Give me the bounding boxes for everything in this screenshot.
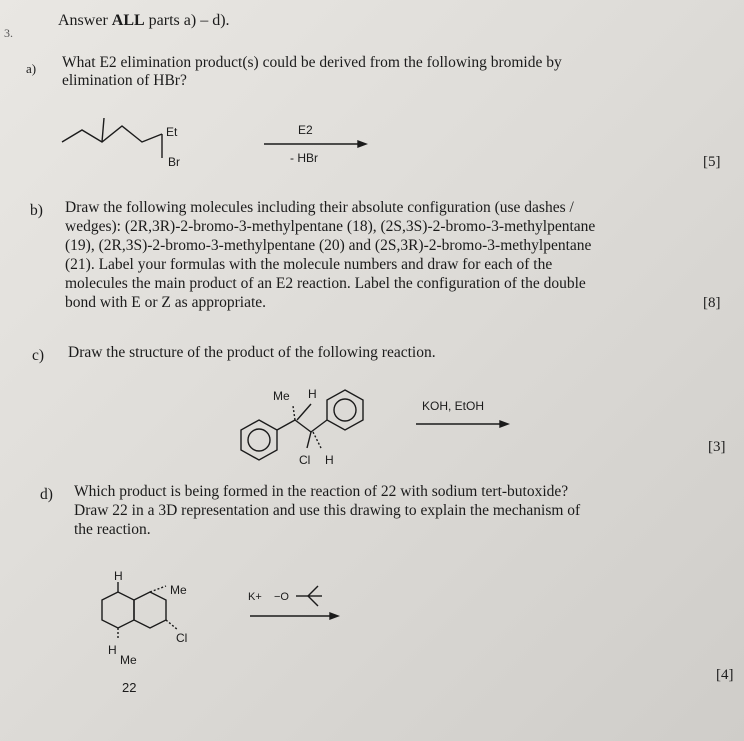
part-a-marks: [5] bbox=[703, 154, 721, 170]
e2-arrow-bottom-label: - HBr bbox=[290, 151, 318, 165]
header-prefix: Answer bbox=[58, 12, 112, 29]
part-b-line-3: (19), (2R,3S)-2-bromo-3-methylpentane (20) and (2S,3R)-2-bromo-3-methylpentane bbox=[65, 237, 592, 254]
part-c-label: c) bbox=[32, 347, 45, 364]
part-a-line-1: What E2 elimination product(s) could be derived from the following bromide by bbox=[62, 54, 562, 71]
question-number: 3. bbox=[4, 26, 13, 40]
header-bold: ALL bbox=[111, 12, 145, 29]
part-d-line-3: the reaction. bbox=[74, 521, 151, 538]
part-b-marks: [8] bbox=[703, 295, 721, 311]
part-d-line-2: Draw 22 in a 3D representation and use this drawing to explain the mechanism of bbox=[74, 502, 581, 519]
instructions-header bbox=[58, 12, 230, 30]
struct-d-h-bottom-label: H bbox=[108, 643, 117, 657]
compound-22-number: 22 bbox=[122, 680, 137, 695]
part-a-label: a) bbox=[26, 61, 37, 76]
compound-22-structure bbox=[84, 569, 214, 695]
bromide-structure bbox=[60, 110, 200, 180]
ring-left bbox=[102, 592, 134, 628]
part-b-line-2: wedges): (2R,3R)-2-bromo-3-methylpentane (18), (2S,3S)-2-bromo-3-methylpentane bbox=[65, 218, 596, 235]
e2-arrow bbox=[258, 120, 368, 170]
part-d-marks: [4] bbox=[716, 667, 734, 683]
part-b-line-6: bond with E or Z as appropriate. bbox=[65, 294, 267, 311]
struct-c-h-bottom-label: H bbox=[325, 453, 334, 467]
diphenyl-chloride-structure bbox=[235, 380, 385, 480]
part-b-label: b) bbox=[30, 202, 43, 219]
struct-c-cl-label: Cl bbox=[299, 453, 311, 467]
koh-arrow bbox=[412, 396, 512, 436]
bromide-branch bbox=[102, 118, 104, 142]
potassium-cation-label: K+ bbox=[248, 591, 262, 603]
phenyl-ring-right bbox=[327, 390, 363, 430]
part-b-line-1: Draw the following molecules including their absolute configuration (use dashes / bbox=[65, 199, 574, 216]
struct-d-h-top-label: H bbox=[114, 569, 123, 583]
e2-arrow-top-label: E2 bbox=[298, 123, 313, 137]
bromide-et-label: Et bbox=[166, 125, 178, 139]
part-a-line-2: elimination of HBr? bbox=[62, 72, 187, 89]
tert-butoxide-arrow bbox=[246, 582, 346, 632]
struct-c-me-label: Me bbox=[273, 389, 290, 403]
struct-d-me-top-label: Me bbox=[170, 583, 187, 597]
bromide-chain bbox=[62, 126, 162, 142]
part-d-line-1: Which product is being formed in the reaction of 22 with sodium tert-butoxide? bbox=[74, 483, 569, 500]
struct-d-me-bottom-label: Me bbox=[120, 653, 137, 667]
ring-right bbox=[134, 592, 166, 628]
phenyl-ring-left bbox=[241, 420, 277, 460]
part-b-line-5: molecules the main product of an E2 reaction. Label the configuration of the double bbox=[65, 275, 586, 292]
part-c-line-1: Draw the structure of the product of the following reaction. bbox=[68, 344, 436, 361]
struct-d-cl-label: Cl bbox=[176, 631, 188, 645]
bromide-br-label: Br bbox=[168, 155, 180, 169]
struct-c-h-top-label: H bbox=[308, 387, 317, 401]
part-d-label: d) bbox=[40, 486, 53, 503]
header-suffix: parts a) – d). bbox=[144, 12, 230, 29]
part-b-line-4: (21). Label your formulas with the molecule numbers and draw for each of the bbox=[65, 256, 553, 273]
part-c-marks: [3] bbox=[708, 439, 726, 455]
koh-reagent-label: KOH, EtOH bbox=[422, 399, 485, 413]
alkoxide-anion-label: −O bbox=[274, 591, 289, 603]
